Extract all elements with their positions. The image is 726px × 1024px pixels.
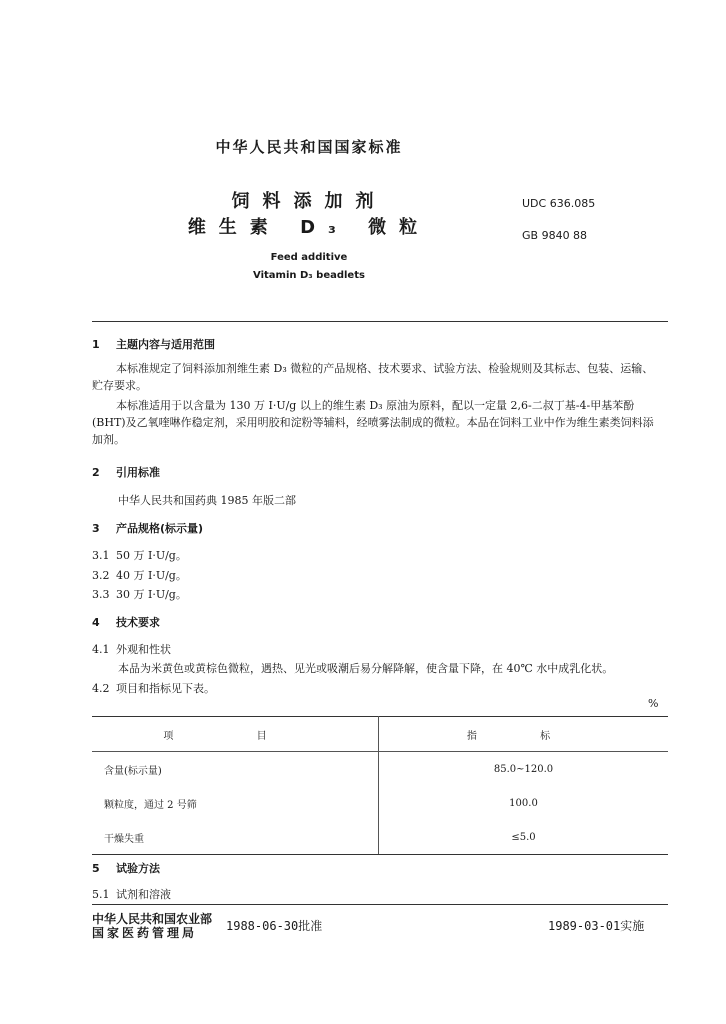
section-1-paragraph-2: 本标准适用于以含量为 130 万 I·U/g 以上的维生素 D₃ 原油为原料，配以一定量 2,6-二叔丁基-4-甲基苯酚(BHT)及乙氧喹啉作稳定剂，采用明胶和淀粉等辅料，经喷雾法制成的微粒。本品在饲料工业中作为维生素类饲料添加剂。 [92,399,654,446]
section-title: 技术要求 [116,616,160,629]
item-number: 3.1 [92,549,110,562]
section-5-heading [92,860,160,876]
udc-code: UDC 636.085 [522,197,596,210]
subsection-4-1-heading [92,641,171,657]
column-header-value: 指 标 [379,717,669,752]
table-row [92,752,668,787]
table-cell-value: ≤5.0 [379,820,669,855]
section-2-heading [92,464,160,480]
effective-date: 1989-03-01实施 [548,919,645,933]
subsection-4-1-text: 本品为米黄色或黄棕色微粒，遇热、见光或吸潮后易分解降解，使含量下降，在 40℃ 水中成乳化状。 [118,662,614,675]
spec-item [92,586,187,602]
section-title: 试验方法 [116,862,160,875]
item-title: 试剂和溶液 [116,888,171,901]
header-divider [92,321,668,322]
table-unit-label: % [648,697,659,710]
title-zh-line2: 维生素 D₃ 微粒 [187,217,431,238]
table-cell-value: 85.0~120.0 [493,763,554,775]
standard-title: 中华人民共和国国家标准 [215,138,403,156]
section-4-heading [92,614,160,630]
section-title: 产品规格(标示量) [116,522,204,535]
title-en-line2: Vitamin D₃ beadlets [253,270,365,281]
item-number: 4.1 [92,643,110,656]
item-text: 30 万 I·U/g。 [116,588,187,601]
section-number: 4 [92,616,100,629]
item-number: 3.2 [92,569,110,582]
spec-item [92,547,187,563]
spec-item [92,567,187,583]
item-number: 4.2 [92,682,110,695]
table-cell-item: 干燥失重 [92,820,379,855]
issuer-line1: 中华人民共和国农业部 [92,912,213,926]
item-title: 外观和性状 [116,643,171,656]
subsection-4-2-heading [92,680,215,696]
section-title: 主题内容与适用范围 [116,338,215,351]
item-number: 3.3 [92,588,110,601]
subsection-5-1-heading [92,886,171,902]
spec-table [92,716,668,855]
issuer-line2: 国家医药管理局 [92,926,198,940]
column-header-item: 项 目 [92,717,379,752]
item-number: 5.1 [92,888,110,901]
table-row [92,820,668,855]
title-en-line1: Feed additive [270,252,348,263]
gb-number: GB 9840 88 [522,229,588,242]
section-1-paragraph-1: 本标准规定了饲料添加剂维生素 D₃ 微粒的产品规格、技术要求、试验方法、检验规则及其标志、包装、运输、贮存要求。 [92,362,654,392]
table-cell-item: 含量(标示量) [92,752,379,787]
item-text: 40 万 I·U/g。 [116,569,187,582]
item-text: 50 万 I·U/g。 [116,549,187,562]
section-2-text: 中华人民共和国药典 1985 年版二部 [118,494,296,507]
table-cell-item: 颗粒度，通过 2 号筛 [92,786,379,820]
section-number: 3 [92,522,100,535]
item-title: 项目和指标见下表。 [116,682,215,695]
section-number: 5 [92,862,100,875]
footer-divider [92,904,668,905]
section-1-heading [92,336,215,352]
section-title: 引用标准 [116,466,160,479]
section-3-heading [92,520,203,536]
approval-date: 1988-06-30批准 [226,919,323,933]
table-row [92,786,668,820]
table-cell-value: 100.0 [509,797,538,809]
section-number: 1 [92,338,100,351]
table-header-row [92,717,668,752]
title-zh-line1: 饲料添加剂 [231,191,387,212]
section-number: 2 [92,466,100,479]
